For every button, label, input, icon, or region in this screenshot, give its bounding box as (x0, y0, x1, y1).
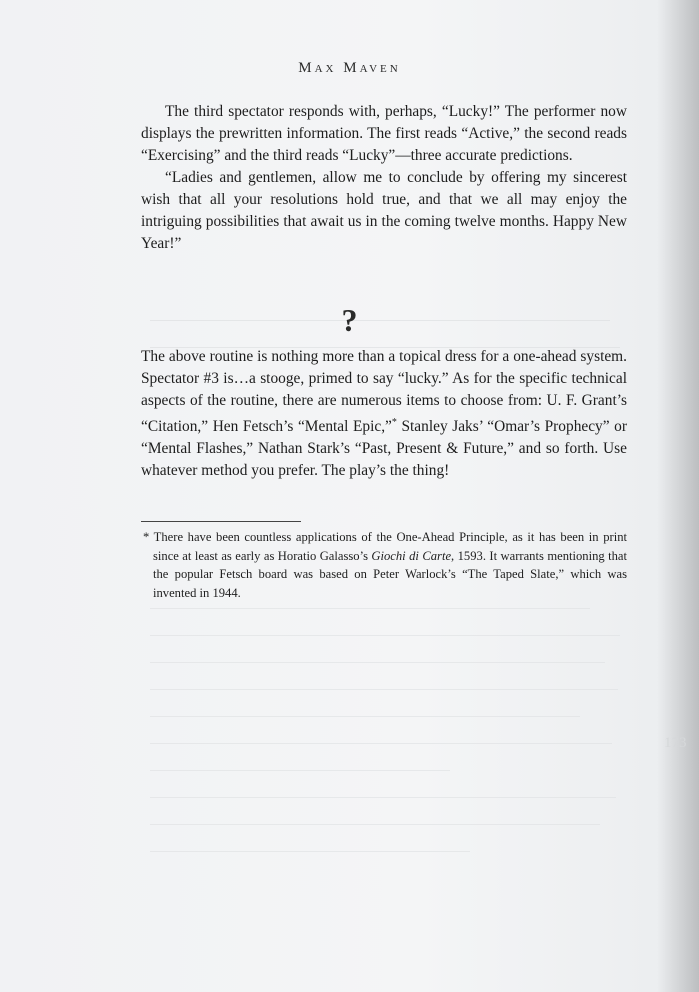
paragraph-explanation (141, 346, 627, 482)
section-break-question-mark: ? (341, 302, 358, 338)
footnote-divider (141, 521, 301, 522)
paragraph-explanation-part-a: The above routine is nothing more than a topical dress for a one-ahead system. Spectator #3 is…a stooge, primed to say “lucky.” As for the specific technical aspects of the routine, there are numerous items to choose from: U. F. Grant’s “Citation,” Hen Fetsch’s “Mental Epic,” (141, 348, 627, 436)
bleed-through-texture-lower (150, 590, 650, 860)
footnote-marker: * (143, 530, 150, 544)
footnote-text-a: There have been countless applications of the One-Ahead Principle, as it has been in print since at least as early as Horatio Galasso’s (149, 530, 627, 563)
footnote (141, 528, 627, 602)
footnote-book-title: Giochi di Carte (371, 548, 452, 563)
body-text-before-break (141, 101, 627, 255)
footnote-reference-mark: * (391, 417, 397, 428)
footnote-text-b: , 1593. It warrants mentioning that the popular Fetsch board was based on Peter Warlock’s “The Taped Slate,” which was invented in 1944. (153, 548, 628, 600)
running-head: Max Maven (298, 60, 401, 76)
paragraph-closing-speech: “Ladies and gentlemen, allow me to conclude by offering my sincerest wish that all your resolutions hold true, and that we all may enjoy the intriguing possibilities that await us in the coming twelve months. Happy New Year!” (141, 169, 627, 252)
page-number: 173 (664, 735, 687, 751)
body-text-after-break (141, 346, 627, 482)
paragraph-explanation-part-b: Stanley Jaks’ “Omar’s Prophecy” or “Mental Flashes,” Nathan Stark’s “Past, Present & Future,” and so forth. Use whatever method you prefer. The play’s the thing! (141, 418, 627, 480)
paragraph-third-spectator: The third spectator responds with, perhaps, “Lucky!” The performer now displays the prewritten information. The first reads “Active,” the second reads “Exercising” and the third reads “Lucky”—three accurate predictions. (141, 103, 627, 164)
